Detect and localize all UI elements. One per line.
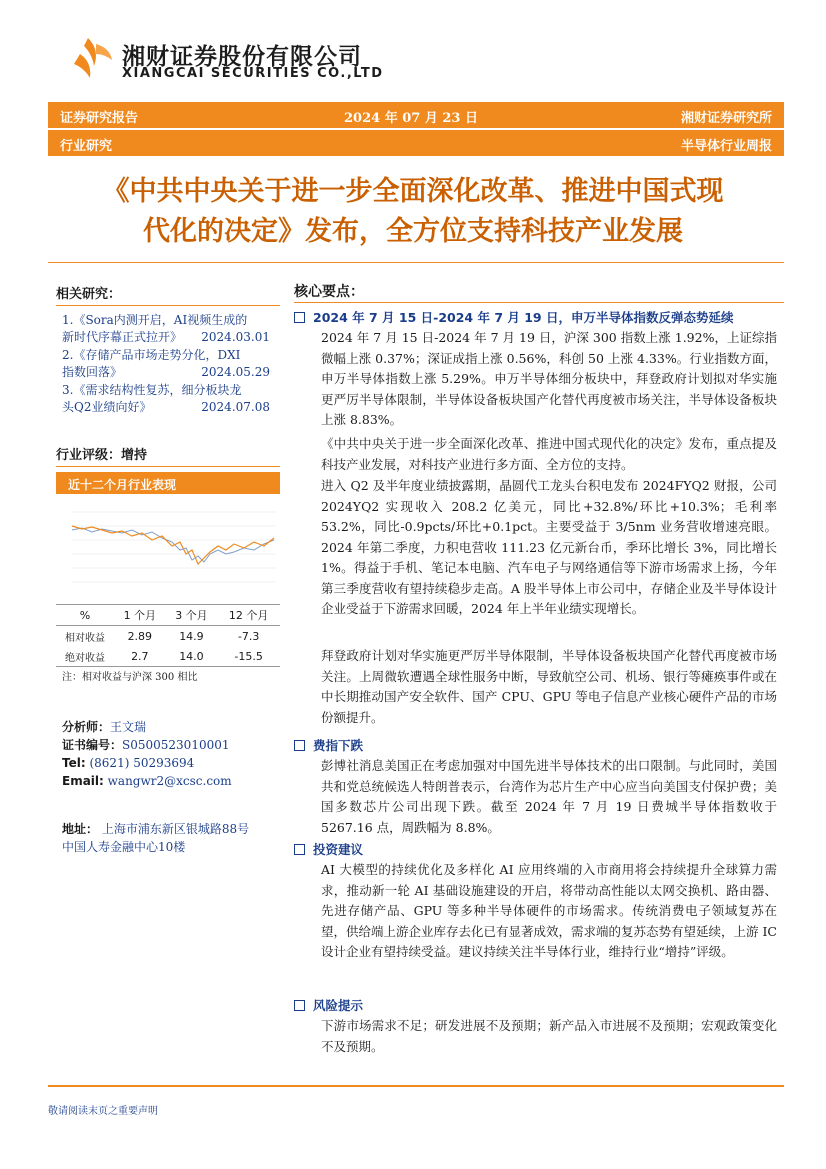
section-heading: 费指下跌 (294, 736, 363, 754)
industry-rating: 行业评级：增持 (56, 448, 148, 463)
paragraph: 进入 Q2 及半年度业绩披露期，晶圆代工龙头台积电发布 2024FYQ2 财报，公司 2024YQ2 实现收入 208.2 亿美元，同比+32.8%/环比+10.3%；毛利率 53.2%，同比-0.9pcts/环比+0.1pct。主要受益于 3/5nm 业务营收增速亮眼。2024 年第二季度，力积电营收 111.23 亿元新台币，季环比增长 3%，同比增长 1%。得益于手机、笔记本电脑、汽车电子与网络通信等下游市场需求上扬，今年第三季度营收有望持续稳步走高。A 股半导体上市公司中，存储企业及半导体设计企业受益于下游需求回暖，2024 年上半年业绩实现增长。 (321, 478, 777, 616)
benchmark-line (72, 526, 274, 564)
core-divider (294, 302, 784, 303)
paragraph: AI 大模型的持续优化及多样化 AI 应用终端的入市商用将会持续提升全球算力需求，推动新一轮 AI 基础设施建设的开启，将带动高性能以太网交换机、路由器、先进存储产品、GPU 等多种半导体硬件的市场需求。传统消费电子领域复苏在望，供给端上游企业库存去化已有显著成效，需求端的复苏态势有望延续，上游 IC 设计企业有望持续受益。建议持续关注半导体行业，维持行业“增持”评级。 (321, 862, 777, 959)
performance-chart (68, 502, 280, 600)
title-divider (48, 262, 784, 263)
paragraph: 2024 年 7 月 15 日-2024 年 7 月 19 日，沪深 300 指数上涨 1.92%，上证综指微幅上涨 0.37%；深证成指上涨 0.56%，科创 50 上涨 4.33%。行业指数方面，申万半导体指数上涨 5.29%。申万半导体细分板块中，拜登政府计划拟对华实施更严厉半导体限制，半导体设备板块国产化替代再度被市场关注，半导体设备板块上涨 8.83%。 (321, 330, 777, 427)
address: 地址： 上海市浦东新区银城路88号 中国人寿金融中心10楼 (62, 822, 250, 854)
sidebar-divider (56, 305, 280, 306)
company-name-en: XIANGCAI SECURITIES CO.,LTD (122, 66, 384, 81)
paragraph: 下游市场需求不足；研发进展不及预期；新产品入市进展不及预期；宏观政策变化不及预期。 (321, 1018, 777, 1054)
related-research-heading: 相关研究： (56, 287, 122, 302)
report-series: 半导体行业周报 (680, 139, 772, 154)
header-bar-bottom (48, 130, 784, 156)
performance-note: 注：相对收益与沪深 300 相比 (62, 672, 198, 683)
sidebar-divider (56, 466, 280, 467)
performance-table: % 1 个月 3 个月 12 个月 相对收益 2.89 14.9 -7.3 绝对收益 2.7 14.0 -15.5 (56, 604, 280, 667)
checkbox-bullet-icon (294, 844, 305, 855)
related-item[interactable]: 2.《存储产品市场走势分化，DXI 指数回落》 2024.05.29 (62, 348, 270, 379)
report-date: 2024 年 07 月 23 日 (344, 111, 478, 126)
checkbox-bullet-icon (294, 1000, 305, 1011)
analyst-contact: 分析师：王文瑞 证书编号：S0500523010001 Tel: (8621) 50293694 Email: wangwr2@xcsc.com (62, 720, 232, 788)
section-heading: 投资建议 (294, 840, 363, 858)
table-row: 绝对收益 2.7 14.0 -15.5 (56, 646, 280, 667)
report-type: 证券研究报告 (60, 111, 139, 126)
header-bar-top (48, 102, 784, 128)
section-heading: 2024 年 7 月 15 日-2024 年 7 月 19 日，申万半导体指数反弹态势延续 (294, 308, 733, 326)
analyst-email[interactable]: wangwr2@xcsc.com (107, 774, 232, 788)
paragraph: 彭博社消息美国正在考虑加强对中国先进半导体技术的出口限制。与此同时，美国共和党总统候选人特朗普表示，台湾作为芯片生产中心应当向美国支付保护费；美国多数芯片公司出现下跌。截至 2024 年 7 月 19 日费城半导体指数收于 5267.16 点，周跌幅为 8.8%。 (321, 758, 777, 835)
checkbox-bullet-icon (294, 740, 305, 751)
paragraph: 《中共中央关于进一步全面深化改革、推进中国式现代化的决定》发布，重点提及科技产业发展，对科技产业进行多方面、全方位的支持。 (321, 436, 777, 472)
institute: 湘财证券研究所 (680, 111, 772, 126)
company-name-cn: 湘财证券股份有限公司 (122, 44, 362, 70)
section-heading: 风险提示 (294, 996, 363, 1014)
footer-divider (48, 1085, 784, 1087)
related-item[interactable]: 3.《需求结构性复苏，细分板块龙 头Q2业绩向好》 2024.07.08 (62, 383, 270, 414)
company-logo (70, 32, 114, 82)
table-row: 相对收益 2.89 14.9 -7.3 (65, 629, 260, 644)
related-item[interactable]: 1.《Sora内测开启，AI视频生成的 新时代序幕正式拉开》 2024.03.01 (62, 313, 270, 344)
footer-disclaimer: 敬请阅读末页之重要声明 (48, 1106, 158, 1117)
report-title: 《中共中央关于进一步全面深化改革、推进中国式现 代化的决定》发布，全方位支持科技产业发展 (102, 176, 724, 247)
checkbox-bullet-icon (294, 312, 305, 323)
paragraph: 拜登政府计划对华实施更严厉半导体限制，半导体设备板块国产化替代再度被市场关注。上周微软遭遇全球性服务中断，导致航空公司、机场、银行等瘫痪事件或在中长期推动国产安全软件、国产 CPU、GPU 等电子信息产业核心硬件产品的市场份额提升。 (321, 648, 777, 725)
report-category: 行业研究 (60, 139, 113, 154)
performance-bar: 近十二个月行业表现 (56, 472, 280, 494)
core-points-heading: 核心要点： (294, 284, 364, 300)
